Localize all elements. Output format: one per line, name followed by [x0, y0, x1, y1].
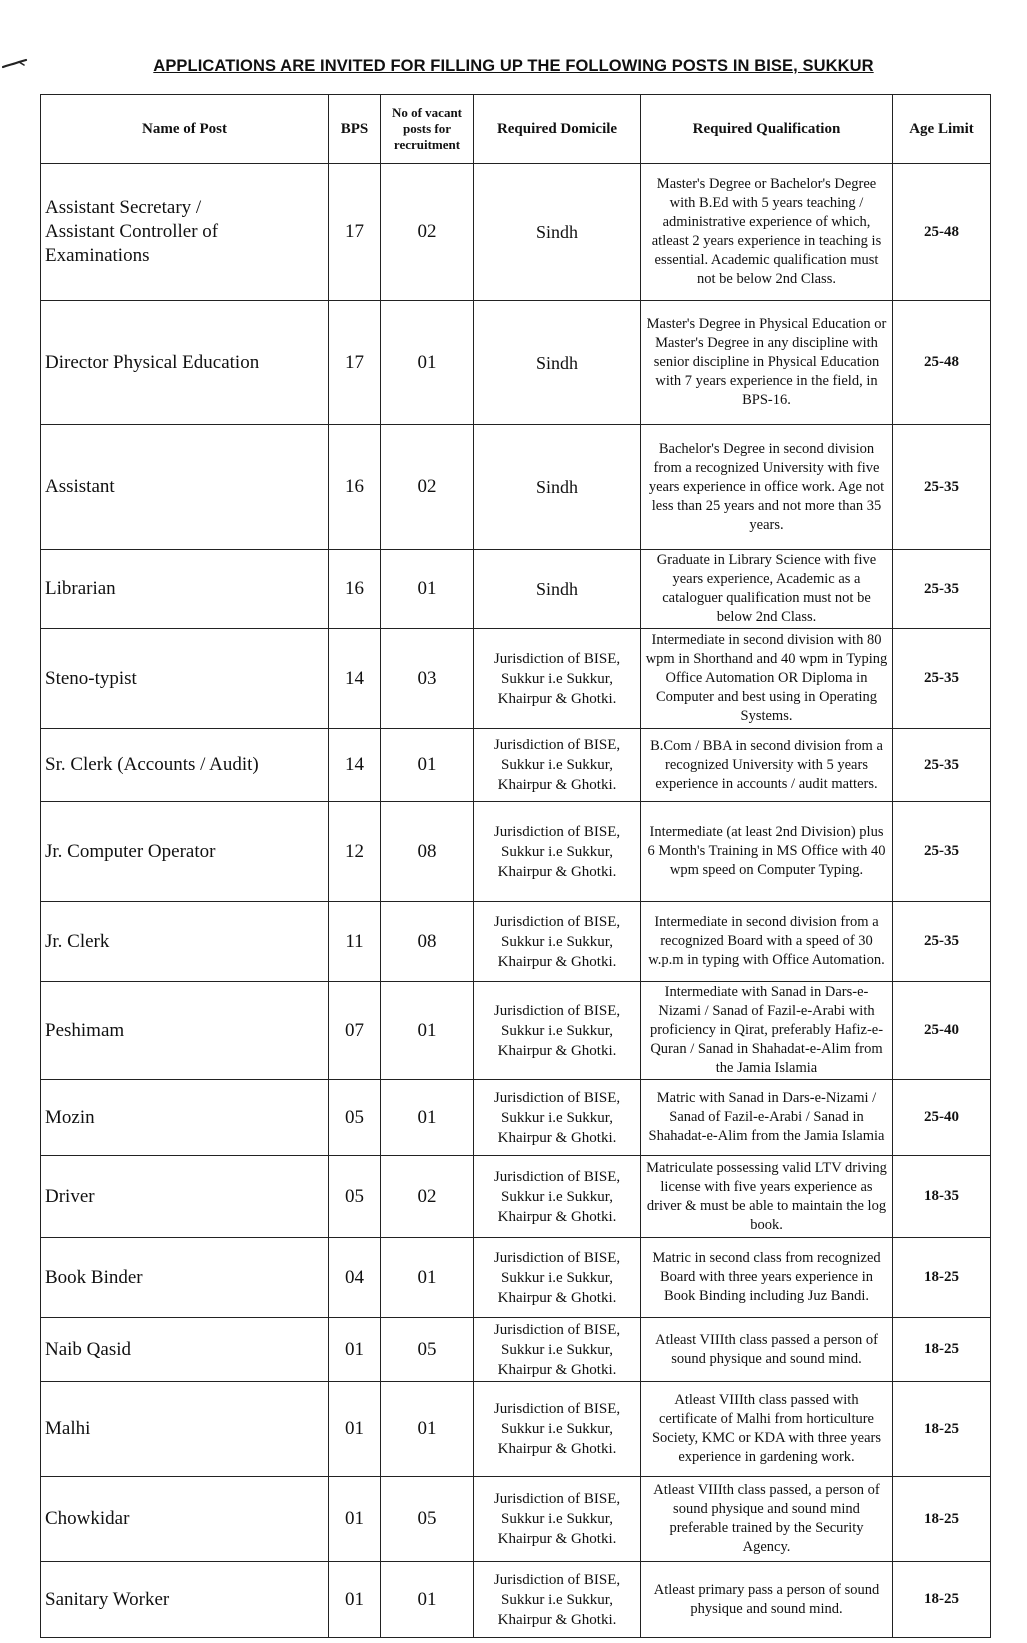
post-name-cell: [41, 802, 329, 902]
post-name-cell: [41, 301, 329, 425]
post-name-cell-text: Assistant Secretary / Assistant Controller of Examinations: [45, 197, 219, 266]
qualification-cell: [641, 550, 893, 629]
qualification-cell: [641, 1238, 893, 1318]
vacant-posts-cell: 01: [381, 1562, 474, 1638]
age-limit-cell: 18-25: [893, 1562, 991, 1638]
post-name-cell: [41, 1080, 329, 1156]
qualification-cell: [641, 425, 893, 550]
table-row: [41, 982, 991, 1080]
qualification-cell-text: Intermediate in second division from a recognized Board with a speed of 30 w.p.m in typing with Office Automation.: [648, 914, 885, 968]
bps-cell: 01: [329, 1318, 381, 1382]
vacant-posts-cell: 01: [381, 729, 474, 802]
domicile-cell: Jurisdiction of BISE, Sukkur i.e Sukkur, Khairpur & Ghotki.: [474, 982, 641, 1080]
age-limit-cell: 25-35: [893, 729, 991, 802]
qualification-cell: [641, 982, 893, 1080]
table-row: [41, 729, 991, 802]
qualification-cell: [641, 1080, 893, 1156]
qualification-cell: [641, 629, 893, 729]
post-name-cell-text: Steno-typist: [45, 667, 137, 689]
bps-cell: 17: [329, 301, 381, 425]
vacant-posts-cell: 01: [381, 982, 474, 1080]
qualification-cell-text: Graduate in Library Science with five years experience, Academic as a cataloguer qualification must not be below 2nd Class.: [656, 552, 877, 625]
post-name-cell-text: Malhi: [45, 1418, 91, 1439]
domicile-cell: Jurisdiction of BISE, Sukkur i.e Sukkur, Khairpur & Ghotki.: [474, 1477, 641, 1562]
header-age-limit: Age Limit: [893, 95, 991, 164]
post-name-cell-text: Librarian: [45, 578, 116, 599]
table-row: [41, 425, 991, 550]
post-name-cell-text: Peshimam: [45, 1019, 125, 1041]
domicile-cell: Jurisdiction of BISE, Sukkur i.e Sukkur, Khairpur & Ghotki.: [474, 1156, 641, 1238]
table-header-row: [41, 95, 991, 164]
vacant-posts-cell: 05: [381, 1318, 474, 1382]
age-limit-cell: 18-35: [893, 1156, 991, 1238]
age-limit-cell: 18-25: [893, 1382, 991, 1477]
qualification-cell-text: Master's Degree in Physical Education or Master's Degree in any discipline with senior discipline in Physical Education with 7 years experience in the field, in BPS-16.: [646, 316, 887, 408]
age-limit-cell: 25-35: [893, 802, 991, 902]
qualification-cell: [641, 1382, 893, 1477]
qualification-cell-text: Intermediate with Sanad in Dars-e-Nizami / Sanad of Fazil-e-Arabi with proficiency in Qirat, preferably Hafiz-e-Quran / Sanad in Shahadat-e-Alim from the Jamia Islamia: [649, 984, 884, 1076]
vacant-posts-cell: 03: [381, 629, 474, 729]
post-name-cell: [41, 425, 329, 550]
post-name-cell: [41, 164, 329, 301]
post-name-cell: [41, 1562, 329, 1638]
bps-cell: 07: [329, 982, 381, 1080]
qualification-cell-text: Atleast primary pass a person of sound physique and sound mind.: [653, 1581, 880, 1617]
qualification-cell-text: Atleast VIIIth class passed, a person of sound physique and sound mind preferable trained by the Security Agency.: [653, 1482, 880, 1555]
qualification-cell-text: Matriculate possessing valid LTV driving license with five years experience as driver & must be able to maintain the log book.: [646, 1159, 887, 1233]
age-limit-cell: 25-40: [893, 1080, 991, 1156]
domicile-cell: Sindh: [474, 164, 641, 301]
table-row: [41, 1318, 991, 1382]
post-name-cell-text: Naib Qasid: [45, 1338, 132, 1360]
post-name-cell: [41, 550, 329, 629]
domicile-cell: Jurisdiction of BISE, Sukkur i.e Sukkur, Khairpur & Ghotki.: [474, 1318, 641, 1382]
post-name-cell-text: Jr. Computer Operator: [45, 840, 216, 862]
post-name-cell-text: Sr. Clerk (Accounts / Audit): [45, 754, 259, 775]
age-limit-cell: 25-35: [893, 550, 991, 629]
post-name-cell: [41, 1382, 329, 1477]
vacant-posts-cell: 01: [381, 1080, 474, 1156]
bps-cell: 01: [329, 1382, 381, 1477]
vacant-posts-cell: 02: [381, 425, 474, 550]
qualification-cell-text: Atleast VIIIth class passed a person of sound physique and sound mind.: [655, 1331, 878, 1367]
domicile-cell: Sindh: [474, 550, 641, 629]
qualification-cell: [641, 1477, 893, 1562]
post-name-cell: [41, 1238, 329, 1318]
age-limit-cell: 25-48: [893, 164, 991, 301]
bps-cell: 05: [329, 1156, 381, 1238]
bps-cell: 17: [329, 164, 381, 301]
bps-cell: 12: [329, 802, 381, 902]
post-name-cell: [41, 1477, 329, 1562]
qualification-cell: [641, 902, 893, 982]
qualification-cell: [641, 301, 893, 425]
header-vacant-posts: No of vacant posts for recruitment: [381, 95, 474, 164]
bps-cell: 14: [329, 729, 381, 802]
vacant-posts-cell: 01: [381, 1238, 474, 1318]
vacant-posts-cell: 05: [381, 1477, 474, 1562]
domicile-cell: Sindh: [474, 425, 641, 550]
domicile-cell: Jurisdiction of BISE, Sukkur i.e Sukkur, Khairpur & Ghotki.: [474, 902, 641, 982]
vacant-posts-cell: 08: [381, 802, 474, 902]
age-limit-cell: 25-40: [893, 982, 991, 1080]
qualification-cell-text: Intermediate (at least 2nd Division) plus 6 Month's Training in MS Office with 40 wpm speed on Computer Typing.: [647, 824, 886, 878]
age-limit-cell: 25-48: [893, 301, 991, 425]
qualification-cell: [641, 1156, 893, 1238]
bps-cell: 04: [329, 1238, 381, 1318]
post-name-cell: [41, 1156, 329, 1238]
post-name-cell-text: Director Physical Education: [45, 351, 260, 373]
qualification-cell: [641, 164, 893, 301]
domicile-cell: Jurisdiction of BISE, Sukkur i.e Sukkur, Khairpur & Ghotki.: [474, 1080, 641, 1156]
qualification-cell: [641, 1562, 893, 1638]
table-row: [41, 164, 991, 301]
posts-table: [40, 94, 991, 1638]
table-row: [41, 1562, 991, 1638]
table-row: [41, 1156, 991, 1238]
vacant-posts-cell: 02: [381, 1156, 474, 1238]
age-limit-cell: 25-35: [893, 902, 991, 982]
qualification-cell-text: Bachelor's Degree in second division from a recognized University with five years experience in office work. Age not less than 25 years and not more than 35 years.: [648, 440, 885, 533]
bps-cell: 16: [329, 550, 381, 629]
age-limit-cell: 18-25: [893, 1318, 991, 1382]
table-row: [41, 1477, 991, 1562]
domicile-cell: Jurisdiction of BISE, Sukkur i.e Sukkur, Khairpur & Ghotki.: [474, 1382, 641, 1477]
domicile-cell: Jurisdiction of BISE, Sukkur i.e Sukkur, Khairpur & Ghotki.: [474, 1238, 641, 1318]
header-qualification: Required Qualification: [641, 95, 893, 164]
vacant-posts-cell: 01: [381, 1382, 474, 1477]
domicile-cell: Jurisdiction of BISE, Sukkur i.e Sukkur, Khairpur & Ghotki.: [474, 629, 641, 729]
qualification-cell: [641, 1318, 893, 1382]
post-name-cell-text: Chowkidar: [45, 1508, 130, 1529]
bps-cell: 11: [329, 902, 381, 982]
header-domicile: Required Domicile: [474, 95, 641, 164]
domicile-cell: Jurisdiction of BISE, Sukkur i.e Sukkur, Khairpur & Ghotki.: [474, 729, 641, 802]
post-name-cell: [41, 729, 329, 802]
table-row: [41, 802, 991, 902]
bps-cell: 16: [329, 425, 381, 550]
bps-cell: 14: [329, 629, 381, 729]
post-name-cell: [41, 1318, 329, 1382]
qualification-cell-text: Atleast VIIIth class passed with certificate of Malhi from horticulture Society, KMC or KDA with three years experience in gardening work.: [651, 1392, 881, 1465]
vacant-posts-cell: 02: [381, 164, 474, 301]
bps-cell: 01: [329, 1562, 381, 1638]
post-name-cell-text: Jr. Clerk: [45, 930, 110, 952]
age-limit-cell: 25-35: [893, 425, 991, 550]
qualification-cell-text: Matric in second class from recognized Board with three years experience in Book Binding including Juz Bandi.: [652, 1250, 881, 1304]
table-row: [41, 902, 991, 982]
post-name-cell: [41, 629, 329, 729]
table-row: [41, 550, 991, 629]
qualification-cell-text: Master's Degree or Bachelor's Degree with B.Ed with 5 years teaching / administrative experience of which, atleast 2 years experience in teaching is essential. Academic qualification must not be below 2nd Class.: [651, 176, 882, 287]
post-name-cell-text: Book Binder: [45, 1266, 143, 1288]
qualification-cell-text: Matric with Sanad in Dars-e-Nizami / Sanad of Fazil-e-Arabi / Sanad in Shahadat-e-Alim from the Jamia Islamia: [648, 1090, 885, 1144]
vacant-posts-cell: 08: [381, 902, 474, 982]
table-row: [41, 1382, 991, 1477]
domicile-cell: Jurisdiction of BISE, Sukkur i.e Sukkur, Khairpur & Ghotki.: [474, 802, 641, 902]
age-limit-cell: 18-25: [893, 1238, 991, 1318]
posts-table-body: [41, 164, 991, 1638]
qualification-cell-text: Intermediate in second division with 80 wpm in Shorthand and 40 wpm in Typing Office Automation OR Diploma in Computer and best using in Operating Systems.: [645, 632, 888, 724]
qualification-cell-text: B.Com / BBA in second division from a recognized University with 5 years experience in accounts / audit matters.: [650, 737, 883, 792]
age-limit-cell: 18-25: [893, 1477, 991, 1562]
domicile-cell: Jurisdiction of BISE, Sukkur i.e Sukkur, Khairpur & Ghotki.: [474, 1562, 641, 1638]
post-name-cell-text: Sanitary Worker: [45, 1588, 170, 1610]
vacant-posts-cell: 01: [381, 550, 474, 629]
post-name-cell: [41, 902, 329, 982]
post-name-cell: [41, 982, 329, 1080]
qualification-cell: [641, 802, 893, 902]
table-row: [41, 1080, 991, 1156]
table-row: [41, 629, 991, 729]
bps-cell: 05: [329, 1080, 381, 1156]
age-limit-cell: 25-35: [893, 629, 991, 729]
vacant-posts-cell: 01: [381, 301, 474, 425]
header-name-of-post: Name of Post: [41, 95, 329, 164]
page-heading: APPLICATIONS ARE INVITED FOR FILLING UP THE FOLLOWING POSTS IN BISE, SUKKUR: [153, 57, 874, 75]
table-row: [41, 1238, 991, 1318]
qualification-cell: [641, 729, 893, 802]
header-bps: BPS: [329, 95, 381, 164]
post-name-cell-text: Driver: [45, 1185, 95, 1207]
table-row: [41, 301, 991, 425]
post-name-cell-text: Assistant: [45, 476, 115, 497]
domicile-cell: Sindh: [474, 301, 641, 425]
post-name-cell-text: Mozin: [45, 1106, 95, 1128]
bps-cell: 01: [329, 1477, 381, 1562]
